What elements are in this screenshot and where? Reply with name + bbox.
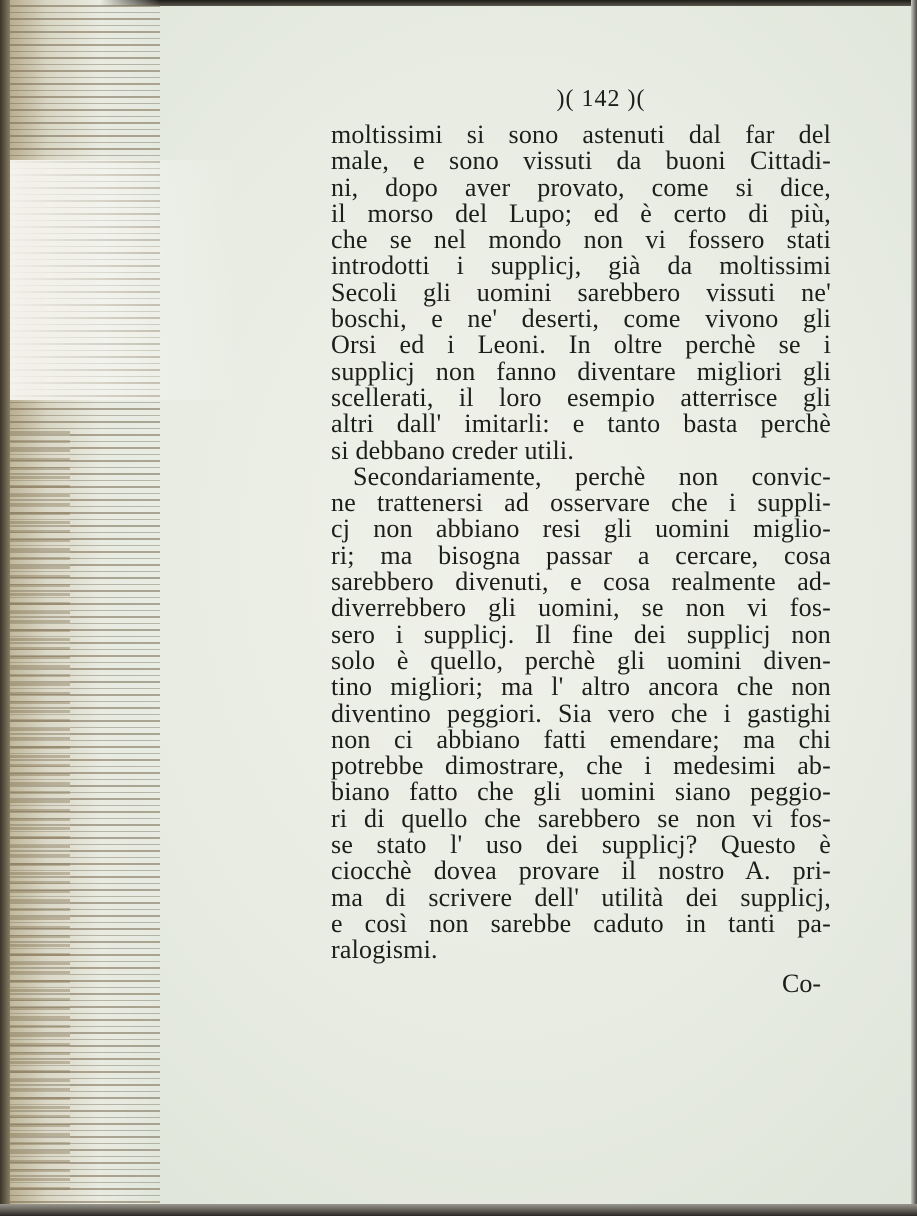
text-line: e così non sarebbe caduto in tanti pa- bbox=[331, 908, 831, 938]
text-line: boschi, e ne' deserti, come vivono gli bbox=[331, 304, 831, 334]
text-line: Secondariamente, perchè non convic- bbox=[353, 461, 831, 491]
text-line: Orsi ed i Leoni. In oltre perchè se i bbox=[331, 330, 831, 360]
text-line: altri dall' imitarli: e tanto basta perchè bbox=[331, 409, 831, 439]
text-line: il morso del Lupo; ed è certo di più, bbox=[331, 198, 831, 228]
catchword: Co- bbox=[782, 968, 821, 998]
text-line: supplicj non fanno diventare migliori gli bbox=[331, 356, 831, 386]
text-line: se stato l' uso dei supplicj? Questo è bbox=[331, 830, 831, 860]
text-line: diverrebbero gli uomini, se non vi fos- bbox=[331, 593, 831, 623]
text-line: cj non abbiano resi gli uomini miglio- bbox=[331, 514, 831, 544]
binding-streaks bbox=[10, 430, 70, 1190]
page-number: )( 142 )( bbox=[556, 86, 646, 112]
paragraph-1 bbox=[331, 122, 831, 464]
text-line: si debbano creder utili. bbox=[331, 435, 575, 465]
text-line: scellerati, il loro esempio atterrisce gli bbox=[331, 382, 831, 412]
text-line: introdotti i supplicj, già da moltissimi bbox=[331, 251, 831, 281]
text-line: ciocchè dovea provare il nostro A. pri- bbox=[331, 856, 831, 886]
page-text-block bbox=[331, 76, 831, 1004]
text-line: sarebbero divenuti, e cosa realmente ad- bbox=[331, 567, 831, 597]
text-line: moltissimi si sono astenuti dal far del bbox=[331, 120, 831, 149]
text-line: male, e sono vissuti da buoni Cittadi- bbox=[331, 146, 831, 176]
text-line: ni, dopo aver provato, come si dice, bbox=[331, 172, 831, 202]
text-line: potrebbe dimostrare, che i medesimi ab- bbox=[331, 751, 831, 781]
text-line: solo è quello, perchè gli uomini diven- bbox=[331, 645, 831, 675]
text-line: ralogismi. bbox=[331, 935, 438, 965]
text-line: biano fatto che gli uomini siano peggio- bbox=[331, 777, 831, 807]
scan-frame-bottom bbox=[0, 1204, 917, 1216]
text-line: tino migliori; ma l' altro ancora che non bbox=[331, 672, 831, 702]
text-line: diventino peggiori. Sia vero che i gastighi bbox=[331, 698, 831, 728]
text-line: sero i supplicj. Il fine dei supplicj non bbox=[331, 619, 831, 649]
text-line: ri di quello che sarebbero se non vi fos- bbox=[331, 803, 831, 833]
text-line: ri; ma bisogna passar a cercare, cosa bbox=[331, 540, 831, 570]
paragraph-2 bbox=[331, 461, 831, 965]
text-line: ma di scrivere dell' utilità dei supplicj, bbox=[331, 882, 831, 912]
binding-highlight bbox=[10, 160, 240, 400]
text-line: non ci abbiano fatti emendare; ma chi bbox=[331, 724, 831, 754]
text-line: ne trattenersi ad osservare che i suppli- bbox=[331, 488, 831, 518]
text-line: Secoli gli uomini sarebbero vissuti ne' bbox=[331, 277, 831, 307]
text-line: che se nel mondo non vi fossero stati bbox=[331, 225, 831, 255]
scan-frame-left bbox=[0, 0, 10, 1216]
scan-frame-right bbox=[911, 0, 917, 1216]
